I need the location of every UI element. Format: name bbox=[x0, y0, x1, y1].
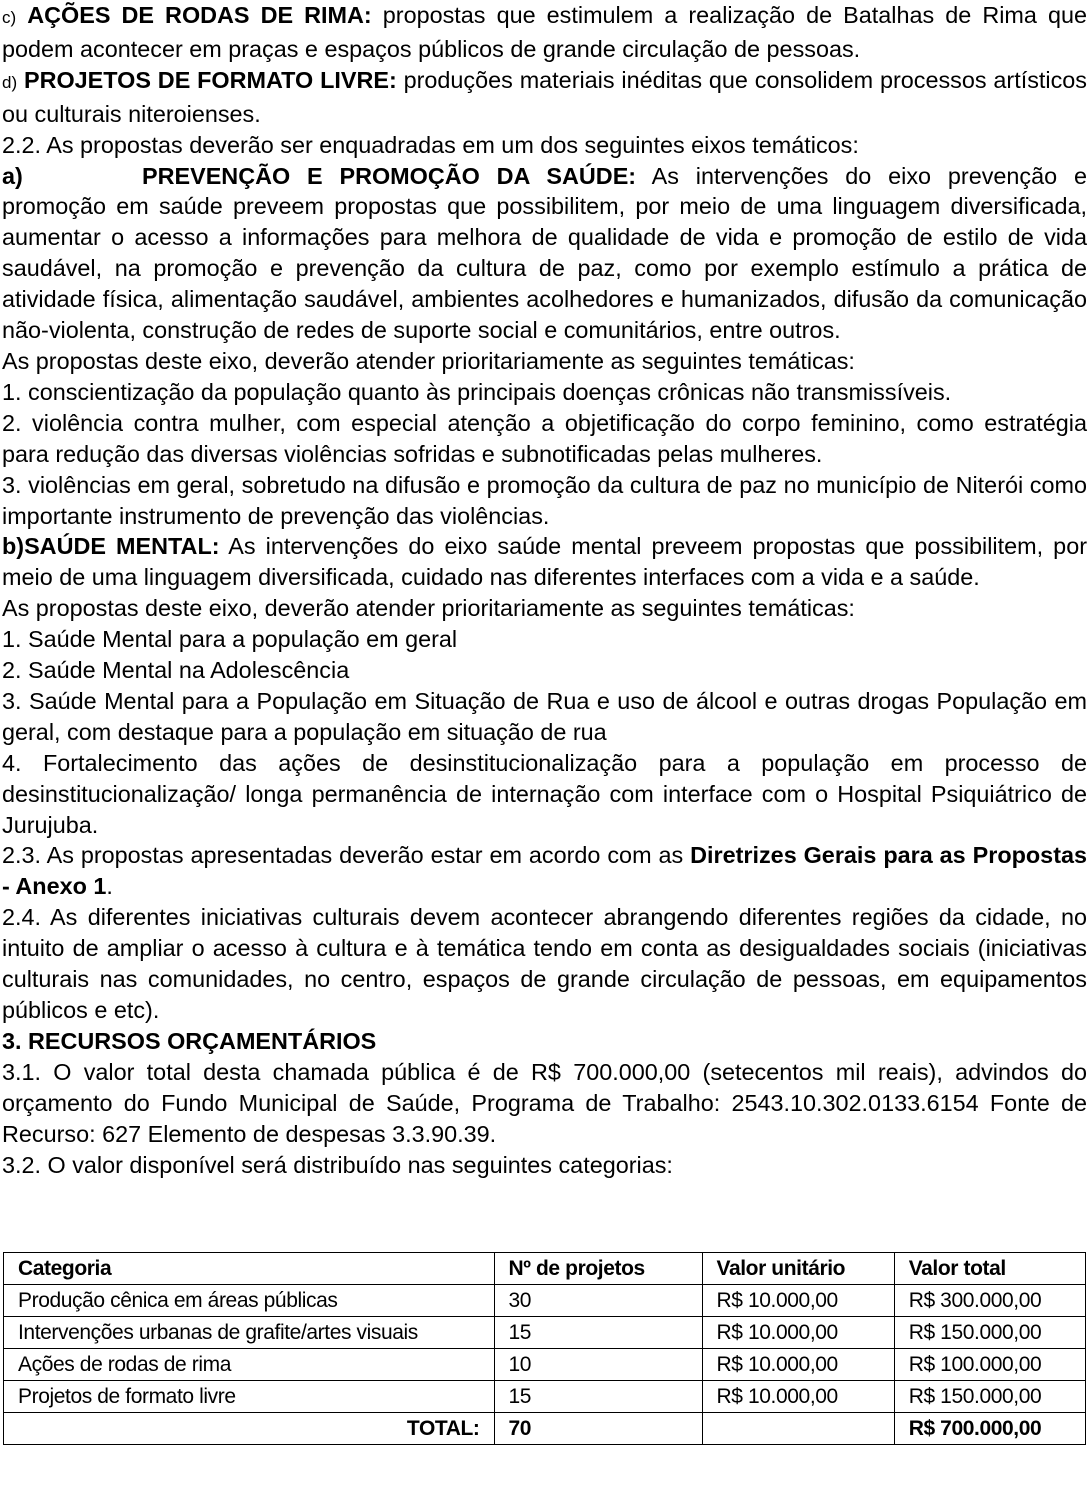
cell-num-projetos: 30 bbox=[494, 1285, 702, 1317]
eixo-a-text: As intervenções do eixo prevenção e promoção em saúde preveem propostas que possibilitem, por meio de uma linguagem diversificada, aumentar o acesso a informações para melhora de qualidade de vida e promoção de estilo de vida saudável, na promoção e prevenção da cultura de paz, como por exemplo estímulo a prática de atividade física, alimentação saudável, ambientes acolhedores e humanizados, difusão da comunicação não-violenta, construção de redes de suporte social e comunitários, entre outros. bbox=[2, 162, 1087, 344]
section-2-3-pre: 2.3. As propostas apresentadas deverão estar em acordo com as bbox=[2, 842, 691, 869]
item-d-text: produções materiais inéditas que consolidem processos artísticos ou culturais niteroienses. bbox=[2, 66, 1087, 127]
eixo-b-text: As intervenções do eixo saúde mental preveem propostas que possibilitem, por meio de uma linguagem diversificada, cuidado nas diferentes interfaces com a vida e a saúde. bbox=[2, 533, 1087, 591]
header-valor-total: Valor total bbox=[894, 1253, 1085, 1285]
eixo-b-item-3: 3. Saúde Mental para a População em Situação de Rua e uso de álcool e outras drogas População em geral, com destaque para a população em situação de rua bbox=[2, 687, 1087, 745]
item-c-title: AÇÕES DE RODAS DE RIMA: bbox=[27, 2, 372, 28]
cell-valor-total: R$ 100.000,00 bbox=[894, 1349, 1085, 1381]
item-c-letter: c) bbox=[2, 8, 17, 27]
eixo-a-title: PREVENÇÃO E PROMOÇÃO DA SAÚDE: bbox=[142, 162, 637, 189]
cell-valor-unitario: R$ 10.000,00 bbox=[702, 1349, 894, 1381]
total-unit bbox=[702, 1413, 894, 1445]
eixo-a-intro: As propostas deste eixo, deverão atender prioritariamente as seguintes temáticas: bbox=[2, 347, 855, 374]
cell-valor-unitario: R$ 10.000,00 bbox=[702, 1285, 894, 1317]
table-row bbox=[4, 1317, 1086, 1349]
eixo-b-letter: b) bbox=[2, 533, 25, 560]
item-d-title: PROJETOS DE FORMATO LIVRE: bbox=[23, 66, 397, 93]
eixo-a-item-2: 2. violência contra mulher, com especial atenção a objetificação do corpo feminino, como estratégia para redução das diversas violências sofridas e subnotificadas pelas mulheres. bbox=[2, 409, 1087, 467]
eixo-b-title: SAÚDE MENTAL: bbox=[24, 533, 220, 560]
eixo-b-item-1: 1. Saúde Mental para a população em geral bbox=[2, 626, 458, 653]
eixo-a-item-1: 1. conscientização da população quanto às principais doenças crônicas não transmissíveis. bbox=[2, 378, 952, 405]
document-body bbox=[2, 0, 1087, 1180]
total-value: R$ 700.000,00 bbox=[894, 1413, 1085, 1445]
eixo-b-intro: As propostas deste eixo, deverão atender prioritariamente as seguintes temáticas: bbox=[2, 595, 855, 622]
eixo-b-item-4: 4. Fortalecimento das ações de desinstitucionalização para a população em processo de desinstitucionalização/ longa permanência de internação com interface com o Hospital Psiquiátrico de Jurujuba. bbox=[2, 749, 1087, 838]
cell-num-projetos: 15 bbox=[494, 1381, 702, 1413]
eixo-a-letter: a) bbox=[2, 162, 23, 189]
section-2-2: 2.2. As propostas deverão ser enquadradas em um dos seguintes eixos temáticos: bbox=[2, 131, 859, 158]
table-header-row bbox=[4, 1253, 1086, 1285]
budget-table bbox=[3, 1252, 1086, 1445]
cell-valor-unitario: R$ 10.000,00 bbox=[702, 1381, 894, 1413]
section-3-heading: 3. RECURSOS ORÇAMENTÁRIOS bbox=[2, 1027, 377, 1054]
item-c-text: propostas que estimulem a realização de Batalhas de Rima que podem acontecer em praças e espaços públicos de grande circulação de pessoas. bbox=[2, 2, 1087, 62]
cell-valor-total: R$ 150.000,00 bbox=[894, 1317, 1085, 1349]
cell-categoria: Produção cênica em áreas públicas bbox=[4, 1285, 495, 1317]
section-3-2: 3.2. O valor disponível será distribuído nas seguintes categorias: bbox=[2, 1151, 673, 1178]
section-2-3 bbox=[2, 840, 1087, 902]
cell-categoria: Ações de rodas de rima bbox=[4, 1349, 495, 1381]
header-valor-unitario: Valor unitário bbox=[702, 1253, 894, 1285]
cell-num-projetos: 10 bbox=[494, 1349, 702, 1381]
table-row bbox=[4, 1285, 1086, 1317]
item-c bbox=[2, 0, 1087, 65]
item-d-letter: d) bbox=[2, 72, 18, 92]
section-2-3-bold: Diretrizes Gerais para as Propostas - Anexo 1 bbox=[2, 842, 1087, 900]
cell-num-projetos: 15 bbox=[494, 1317, 702, 1349]
item-d bbox=[2, 65, 1087, 130]
eixo-b bbox=[2, 531, 1087, 593]
table-total-row bbox=[4, 1413, 1086, 1445]
header-num-projetos: Nº de projetos bbox=[494, 1253, 702, 1285]
section-3-1: 3.1. O valor total desta chamada pública é de R$ 700.000,00 (setecentos mil reais), advindos do orçamento do Fundo Municipal de Saúde, Programa de Trabalho: 2543.10.302.0133.6154 Fonte de Recurso: 627 Elemento de despesas 3.3.90.39. bbox=[2, 1058, 1087, 1147]
eixo-b-item-2: 2. Saúde Mental na Adolescência bbox=[2, 657, 350, 684]
cell-categoria: Intervenções urbanas de grafite/artes visuais bbox=[4, 1317, 495, 1349]
cell-valor-unitario: R$ 10.000,00 bbox=[702, 1317, 894, 1349]
table-row bbox=[4, 1381, 1086, 1413]
cell-valor-total: R$ 300.000,00 bbox=[894, 1285, 1085, 1317]
total-projects: 70 bbox=[494, 1413, 702, 1445]
cell-categoria: Projetos de formato livre bbox=[4, 1381, 495, 1413]
header-categoria: Categoria bbox=[4, 1253, 495, 1285]
section-2-4: 2.4. As diferentes iniciativas culturais devem acontecer abrangendo diferentes regiões da cidade, no intuito de ampliar o acesso à cultura e à temática tendo em conta as desigualdades sociais (iniciativas culturais nas comunidades, no centro, espaços de grande circulação de pessoas, em equipamentos públicos e etc). bbox=[2, 904, 1087, 1023]
eixo-a-item-3: 3. violências em geral, sobretudo na difusão e promoção da cultura de paz no município de Niterói como importante instrumento de prevenção das violências. bbox=[2, 471, 1087, 529]
eixo-a bbox=[2, 161, 1087, 346]
cell-valor-total: R$ 150.000,00 bbox=[894, 1381, 1085, 1413]
table-row bbox=[4, 1349, 1086, 1381]
section-2-3-post: . bbox=[106, 873, 113, 900]
total-label: TOTAL: bbox=[4, 1413, 495, 1445]
